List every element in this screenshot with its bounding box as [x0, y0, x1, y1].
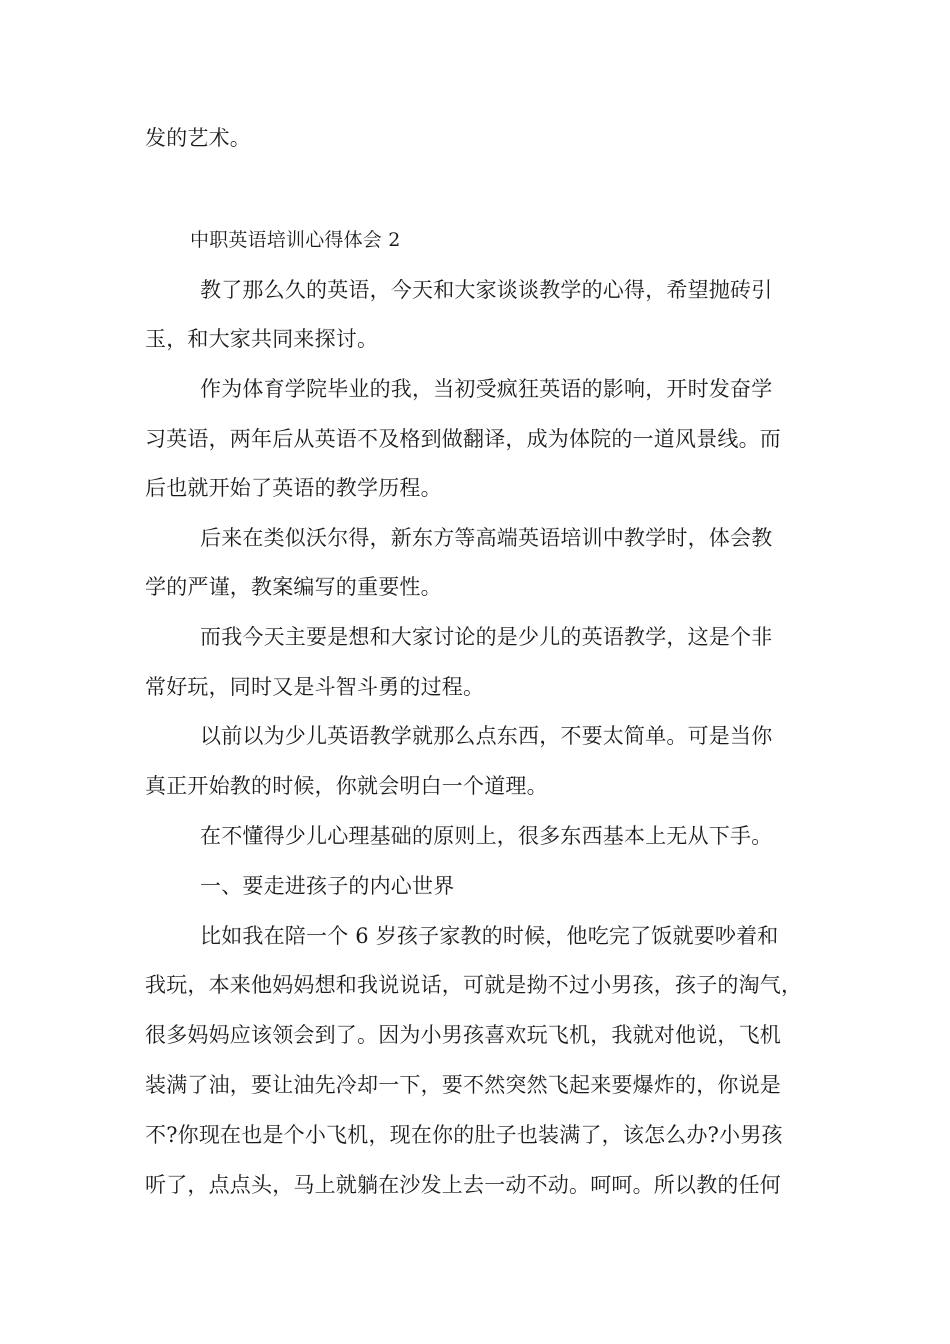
paragraph-line: 以前以为少儿英语教学就那么点东西，不要太简单。可是当你	[200, 724, 773, 748]
paragraph-line: 发的艺术。	[145, 126, 251, 150]
paragraph-line: 比如我在陪一个 6 岁孩子家教的时候，他吃完了饭就要吵着和	[200, 924, 779, 948]
subheading: 一、要走进孩子的内心世界	[200, 874, 455, 898]
paragraph-line: 在不懂得少儿心理基础的原则上，很多东西基本上无从下手。	[200, 824, 773, 848]
paragraph-line: 我玩，本来他妈妈想和我说说话，可就是拗不过小男孩，孩子的淘气，	[145, 973, 803, 997]
paragraph-line: 后也就开始了英语的教学历程。	[145, 476, 442, 500]
paragraph-line: 很多妈妈应该领会到了。因为小男孩喜欢玩飞机，我就对他说，飞机	[145, 1023, 781, 1047]
paragraph-line: 教了那么久的英语，今天和大家谈谈教学的心得，希望抛砖引	[200, 278, 773, 302]
section-heading: 中职英语培训心得体会 2	[190, 229, 401, 251]
paragraph-line: 真正开始教的时候，你就会明白一个道理。	[145, 774, 548, 798]
paragraph-line: 学的严谨，教案编写的重要性。	[145, 575, 442, 599]
paragraph-line: 作为体育学院毕业的我，当初受疯狂英语的影响，开时发奋学	[200, 377, 773, 401]
paragraph-line: 听了，点点头，马上就躺在沙发上去一动不动。呵呵。所以教的任何	[145, 1173, 781, 1197]
paragraph-line: 不?你现在也是个小飞机，现在你的肚子也装满了，该怎么办?小男孩	[145, 1123, 783, 1147]
paragraph-line: 习英语，两年后从英语不及格到做翻译，成为体院的一道风景线。而	[145, 427, 781, 451]
paragraph-line: 装满了油，要让油先冷却一下，要不然突然飞起来要爆炸的，你说是	[145, 1073, 781, 1097]
paragraph-line: 后来在类似沃尔得，新东方等高端英语培训中教学时，体会教	[200, 526, 773, 550]
paragraph-line: 而我今天主要是想和大家讨论的是少儿的英语教学，这是个非	[200, 625, 773, 649]
paragraph-line: 玉，和大家共同来探讨。	[145, 327, 379, 351]
paragraph-line: 常好玩，同时又是斗智斗勇的过程。	[145, 675, 485, 699]
